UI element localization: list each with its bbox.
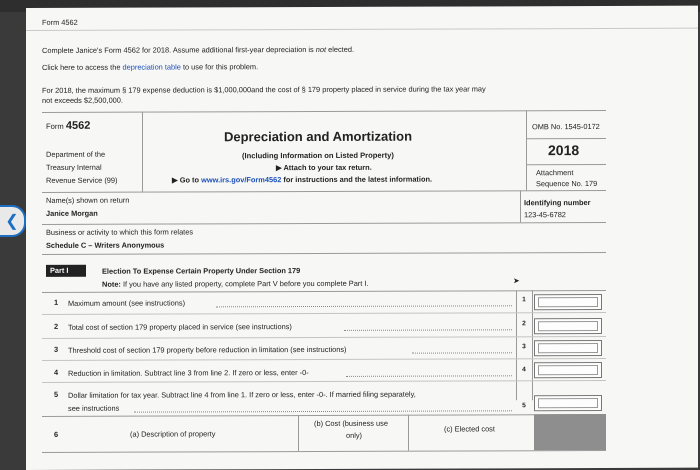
line-5-text: Dollar limitation for tax year. Subtract line 4 from line 1. If zero or less, enter -0-. If married filing separately, [68, 389, 416, 400]
col-a-rule [298, 415, 299, 451]
line-6-rule [42, 450, 606, 453]
col-b-header-1: (b) Cost (business use [314, 418, 388, 428]
form-page [26, 6, 698, 470]
chevron-left-icon: ❮ [5, 213, 19, 230]
line-5-number: 5 [54, 389, 59, 399]
line-2-box-number: 2 [522, 320, 526, 328]
amount-col-rule [532, 290, 533, 400]
name-value: Janice Morgan [46, 208, 98, 218]
line-2-amount-field[interactable] [534, 318, 602, 334]
limit-text-1: For 2018, the maximum § 179 expense deduction is $1,000,000and the cost of § 179 property placed in service during the tax year may [42, 84, 486, 95]
id-value: 123-45-6782 [524, 210, 566, 220]
line-3-leader [412, 351, 512, 353]
limit-text-2: not exceeds $2,500,000. [42, 95, 123, 105]
line-3-text: Threshold cost of section 179 property before reduction in limitation (see instructions) [68, 344, 347, 355]
line-5-leader [134, 409, 512, 412]
form-label: Form 4562 [46, 119, 91, 132]
header-bottom-rule [42, 190, 606, 193]
business-rule [42, 252, 606, 255]
line-4-rule [42, 380, 606, 383]
line-3-amount-field[interactable] [534, 340, 602, 356]
line-5-rule [42, 414, 606, 417]
name-label: Name(s) shown on return [46, 195, 130, 205]
line-2-leader [344, 328, 512, 331]
header-left-rule [142, 112, 143, 192]
cursor-icon: ➤ [513, 276, 520, 286]
business-value: Schedule C – Writers Anonymous [46, 240, 165, 250]
attach-text: ▶ Attach to your tax return. [276, 162, 372, 173]
instruction-text: Complete Janice's Form 4562 for 2018. Assume additional first-year depreciation is not elected. [42, 44, 355, 55]
divider [26, 28, 698, 31]
click-here-text: Click here to access the depreciation table to use for this problem. [42, 62, 259, 72]
tax-year: 2018 [548, 142, 580, 159]
line-3-box-number: 3 [522, 343, 526, 351]
line-5-amount-field[interactable] [534, 395, 602, 411]
id-label: Identifying number [524, 198, 591, 208]
line-5-text-cont: see instructions [68, 403, 120, 413]
form-tag: Form 4562 [42, 17, 78, 27]
part-note: Note: If you have any listed property, complete Part V before you complete Part I. [102, 278, 369, 289]
part-title: Election To Expense Certain Property Under Section 179 [102, 266, 301, 276]
irs-link[interactable]: www.irs.gov/Form4562 [201, 175, 282, 185]
col-a-header: (a) Description of property [130, 429, 216, 439]
year-rule [526, 164, 606, 165]
col-b-header-2: only) [346, 430, 363, 440]
line-4-box-number: 4 [522, 366, 526, 374]
form-title: Depreciation and Amortization [224, 128, 413, 145]
line-1-text: Maximum amount (see instructions) [68, 298, 186, 308]
omb-rule [526, 138, 606, 139]
attachment-label: Attachment [536, 168, 574, 178]
business-label: Business or activity to which this form relates [46, 227, 194, 237]
line-3-rule [42, 358, 606, 361]
line-4-amount-field[interactable] [534, 362, 602, 378]
form-subtitle: (Including Information on Listed Property) [242, 150, 394, 161]
header-top-rule [42, 110, 606, 113]
depreciation-table-link[interactable]: depreciation table [122, 62, 181, 72]
dept-line-1: Department of the [46, 149, 106, 159]
line-5-box-number: 5 [522, 402, 526, 410]
line-4-text: Reduction in limitation. Subtract line 3 from line 2. If zero or less, enter -0- [68, 368, 309, 378]
back-arrow-button[interactable] [0, 205, 26, 237]
line-2-text: Total cost of section 179 property placed in service (see instructions) [68, 322, 292, 332]
line-1-amount-field[interactable] [534, 294, 602, 310]
line-1-leader [216, 304, 512, 307]
line-1-box-number: 1 [522, 296, 526, 304]
line-1-rule [42, 312, 606, 315]
omb-number: OMB No. 1545-0172 [532, 121, 600, 132]
line-4-number: 4 [54, 367, 59, 377]
dept-line-3: Revenue Service (99) [46, 175, 118, 185]
line-1-number: 1 [54, 297, 59, 307]
col-c-header: (c) Elected cost [444, 424, 495, 434]
sequence-number: Sequence No. 179 [536, 179, 598, 189]
dept-line-2: Treasury Internal [46, 162, 102, 172]
names-rule [42, 222, 606, 225]
line-4-leader [346, 374, 512, 377]
header-right-rule [526, 110, 527, 190]
part-label: Part I [46, 265, 86, 277]
line-3-number: 3 [54, 344, 59, 354]
id-rule [520, 190, 521, 222]
line-2-number: 2 [54, 321, 59, 331]
shaded-cell [534, 414, 606, 450]
col-b-rule [408, 415, 409, 451]
goto-text: ▶ Go to www.irs.gov/Form4562 for instructions and the latest information. [172, 174, 433, 185]
line-6-number: 6 [54, 429, 59, 439]
